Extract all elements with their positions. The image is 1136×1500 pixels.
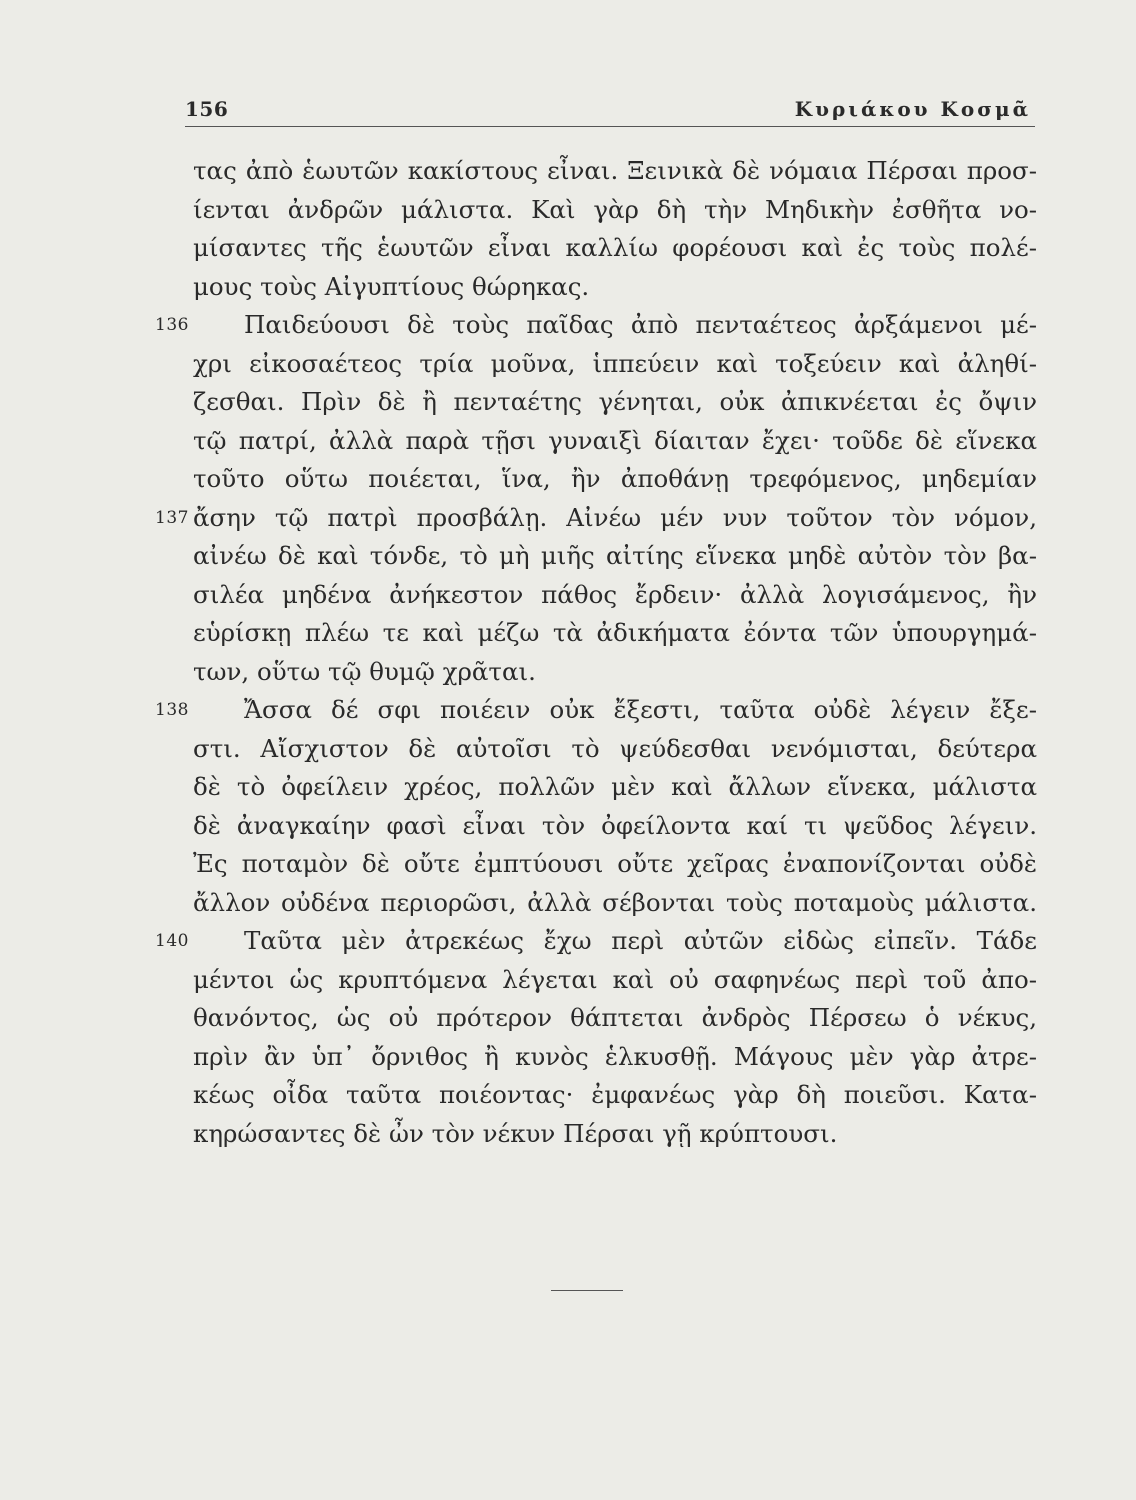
text-line [0,306,1136,345]
text-line [0,537,1136,576]
margin-section-number: 136 [155,315,189,335]
line-text: Ταῦτα μὲν ἀτρεκέως ἔχω περὶ αὐτῶν εἰδὼς εἰπεῖν. Τάδε [244,926,1037,955]
text-line [0,499,1136,538]
line-text: Ἄσσα δέ σφι ποιέειν οὐκ ἔξεστι, ταῦτα οὐδὲ λέγειν ἔξε- [244,695,1037,724]
text-line [0,884,1136,923]
text-line [0,807,1136,846]
line-text: ζεσθαι. Πρὶν δὲ ἢ πενταέτης γένηται, οὐκ ἀπικνέεται ἐς ὄψιν [193,387,1037,416]
line-text: εὑρίσκῃ πλέω τε καὶ μέζω τὰ ἀδικήματα ἐόντα τῶν ὑπουργημά- [193,618,1037,647]
end-rule [551,1290,623,1291]
text-body [0,152,1136,1153]
line-text: Παιδεύουσι δὲ τοὺς παῖδας ἀπὸ πενταέτεος ἀρξάμενοι μέ- [244,310,1037,339]
line-text: ἄσην τῷ πατρὶ προσβάλῃ. Αἰνέω μέν νυν τοῦτον τὸν νόμον, [193,502,1037,532]
line-text: τας ἀπὸ ἑωυτῶν κακίστους εἶναι. Ξεινικὰ δὲ νόμαια Πέρσαι προσ- [193,156,1037,185]
text-line [0,152,1136,191]
text-line [0,191,1136,230]
running-head [185,96,1035,127]
page-number: 156 [185,97,229,121]
text-line [0,845,1136,884]
text-line [0,268,1136,307]
text-line [0,961,1136,1000]
text-line [0,345,1136,384]
text-line [0,999,1136,1038]
text-line [0,1076,1136,1115]
text-line [0,653,1136,692]
text-line [0,1115,1136,1154]
text-line [0,576,1136,615]
line-text: δὲ ἀναγκαίην φασὶ εἶναι τὸν ὀφείλοντα καί τι ψεῦδος λέγειν. [193,810,1037,840]
margin-section-number: 137 [155,507,189,528]
line-text: ἄλλον οὐδένα περιορῶσι, ἀλλὰ σέβονται τοὺς ποταμοὺς μάλιστα. [193,887,1037,917]
line-text: των, οὕτω τῷ θυμῷ χρᾶται. [193,656,536,686]
line-text: θανόντος, ὡς οὐ πρότερον θάπτεται ἀνδρὸς Πέρσεω ὁ νέκυς, [193,1003,1037,1032]
line-text: κέως οἶδα ταῦτα ποιέοντας· ἐμφανέως γὰρ δὴ ποιεῦσι. Κατα- [193,1080,1037,1109]
text-line [0,422,1136,461]
text-line [0,614,1136,653]
line-text: ίενται ἀνδρῶν μάλιστα. Καὶ γὰρ δὴ τὴν Μηδικὴν ἐσθῆτα νο- [193,194,1037,224]
line-text: δὲ τὸ ὀφείλειν χρέος, πολλῶν μὲν καὶ ἄλλων εἵνεκα, μάλιστα [193,772,1037,801]
line-text: τῷ πατρί, ἀλλὰ παρὰ τῇσι γυναιξὶ δίαιταν ἔχει· τοῦδε δὲ εἵνεκα [193,425,1037,455]
line-text: μους τοὺς Αἰγυπτίους θώρηκας. [193,271,590,301]
running-head-author: Κυριάκου Κοσμᾶ [794,97,1031,121]
text-line [0,691,1136,730]
line-text: αἰνέω δὲ καὶ τόνδε, τὸ μὴ μιῆς αἰτίης εἵνεκα μηδὲ αὐτὸν τὸν βα- [193,541,1037,570]
line-text: πρὶν ἂν ὑπ᾽ ὄρνιθος ἢ κυνὸς ἑλκυσθῇ. Μάγους μὲν γὰρ ἀτρε- [193,1041,1037,1071]
text-line [0,922,1136,961]
text-line [0,460,1136,499]
line-text: στι. Αἴσχιστον δὲ αὐτοῖσι τὸ ψεύδεσθαι νενόμισται, δεύτερα [193,733,1037,763]
line-text: μίσαντες τῆς ἑωυτῶν εἶναι καλλίω φορέουσι καὶ ἐς τοὺς πολέ- [193,233,1037,262]
line-text: κηρώσαντες δὲ ὦν τὸν νέκυν Πέρσαι γῇ κρύπτουσι. [193,1118,838,1148]
text-line [0,730,1136,769]
line-text: τοῦτο οὕτω ποιέεται, ἵνα, ἢν ἀποθάνῃ τρεφόμενος, μηδεμίαν [193,464,1037,493]
text-line [0,383,1136,422]
margin-section-number: 138 [155,700,189,720]
text-line [0,768,1136,807]
line-text: μέντοι ὡς κρυπτόμενα λέγεται καὶ οὐ σαφηνέως περὶ τοῦ ἀπο- [193,964,1037,994]
margin-section-number: 140 [155,931,189,951]
text-line [0,1038,1136,1077]
text-line [0,229,1136,268]
line-text: σιλέα μηδένα ἀνήκεστον πάθος ἔρδειν· ἀλλὰ λογισάμενος, ἢν [193,579,1037,609]
line-text: Ἐς ποταμὸν δὲ οὔτε ἐμπτύουσι οὔτε χεῖρας ἐναπονίζονται οὐδὲ [193,849,1037,878]
line-text: χρι εἰκοσαέτεος τρία μοῦνα, ἱππεύειν καὶ τοξεύειν καὶ ἀληθί- [193,348,1037,378]
